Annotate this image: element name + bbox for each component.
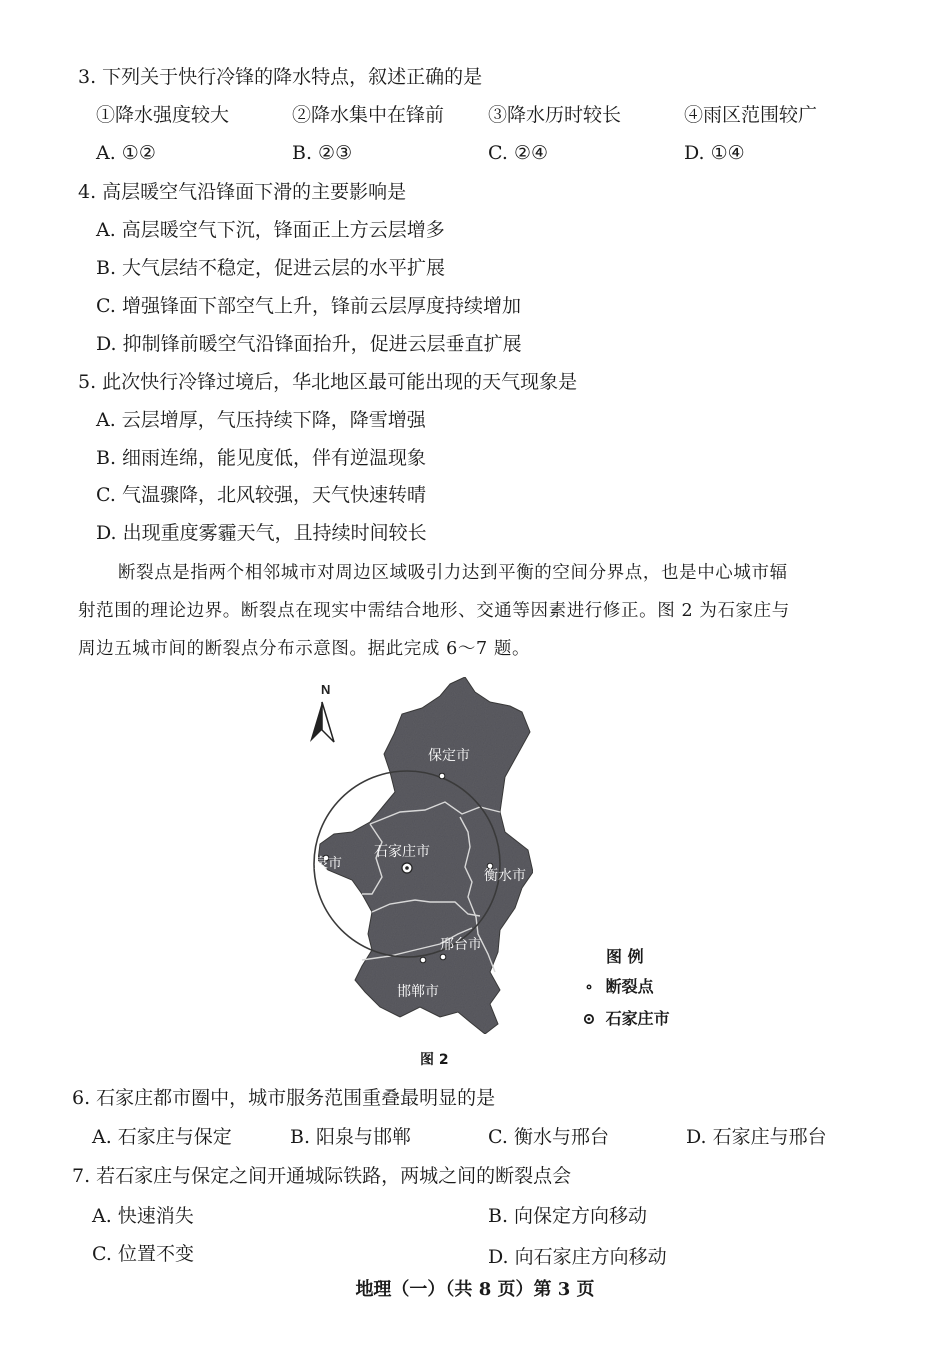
legend-title: 图 例 — [606, 947, 644, 966]
city-label-baoding: 保定市 — [428, 748, 470, 764]
q3-option-a: A. ①② — [96, 142, 156, 164]
q6-option-a: A. 石家庄与保定 — [92, 1126, 232, 1148]
city-label-handan: 邯郸市 — [397, 984, 439, 1000]
north-label: N — [321, 682, 331, 697]
q3-option-b: B. ②③ — [292, 142, 353, 164]
city-center-icon: ⊙ — [582, 1009, 596, 1028]
legend-item-breakpoint — [578, 974, 654, 997]
q3-statement-1: ①降水强度较大 — [96, 104, 230, 126]
breakpoint-xingtai — [440, 954, 446, 960]
q4-option-c: C. 增强锋面下部空气上升，锋前云层厚度持续增加 — [96, 295, 521, 317]
q5-option-d: D. 出现重度雾霾天气，且持续时间较长 — [96, 522, 427, 544]
legend-label-shijiazhuang: 石家庄市 — [605, 1009, 670, 1028]
passage-line-2: 射范围的理论边界。断裂点在现实中需结合地形、交通等因素进行修正。图 2 为石家庄与 — [78, 601, 790, 621]
q6-option-d: D. 石家庄与邢台 — [686, 1126, 827, 1148]
legend-item-shijiazhuang — [578, 1006, 670, 1029]
q3-option-d: D. ①④ — [684, 142, 745, 164]
breakpoint-baoding — [439, 773, 445, 779]
q3-option-c: C. ②④ — [488, 142, 549, 164]
city-label-shijiazhuang: 石家庄市 — [374, 844, 430, 860]
q4-option-b: B. 大气层结不稳定，促进云层的水平扩展 — [96, 257, 446, 279]
q7-option-a: A. 快速消失 — [92, 1205, 194, 1227]
figure-caption: 图 2 — [420, 1052, 449, 1068]
q3-statement-4: ④雨区范围较广 — [684, 104, 818, 126]
q4-option-a: A. 高层暖空气下沉，锋面正上方云层增多 — [96, 219, 445, 241]
q3-statement-2: ②降水集中在锋前 — [292, 104, 445, 126]
question-4-stem: 4. 高层暖空气沿锋面下滑的主要影响是 — [78, 181, 407, 203]
q3-statement-3: ③降水历时较长 — [488, 104, 622, 126]
q4-option-d: D. 抑制锋前暖空气沿锋面抬升，促进云层垂直扩展 — [96, 333, 522, 355]
page-footer: 地理（一）（共 8 页）第 3 页 — [355, 1279, 595, 1300]
question-7-stem: 7. 若石家庄与保定之间开通城际铁路，两城之间的断裂点会 — [72, 1165, 572, 1187]
passage-line-3: 周边五城市间的断裂点分布示意图。据此完成 6～7 题。 — [78, 639, 531, 659]
q7-option-c: C. 位置不变 — [92, 1243, 194, 1265]
shijiazhuang-marker-icon — [402, 863, 412, 873]
q6-option-c: C. 衡水与邢台 — [488, 1126, 609, 1148]
q6-option-b: B. 阳泉与邯郸 — [290, 1126, 412, 1148]
q7-option-b: B. 向保定方向移动 — [488, 1205, 648, 1227]
city-label-hengshui: 衡水市 — [484, 868, 526, 884]
breakpoint-handan — [420, 957, 426, 963]
q5-option-c: C. 气温骤降，北风较强，天气快速转晴 — [96, 484, 426, 506]
city-label-xingtai: 邢台市 — [440, 937, 482, 953]
q5-option-a: A. 云层增厚，气压持续下降，降雪增强 — [96, 409, 426, 431]
question-3-stem: 3. 下列关于快行冷锋的降水特点，叙述正确的是 — [78, 66, 483, 88]
breakpoint-icon: ∘ — [584, 977, 594, 996]
q7-option-d: D. 向石家庄方向移动 — [488, 1246, 667, 1268]
question-5-stem: 5. 此次快行冷锋过境后，华北地区最可能出现的天气现象是 — [78, 371, 578, 393]
passage-line-1: 断裂点是指两个相邻城市对周边区域吸引力达到平衡的空间分界点，也是中心城市辐 — [118, 563, 788, 583]
city-label-yangquan: 阳泉市 — [300, 856, 342, 872]
q5-option-b: B. 细雨连绵，能见度低，伴有逆温现象 — [96, 447, 427, 469]
legend-label-breakpoint: 断裂点 — [605, 977, 654, 996]
north-arrow-icon — [310, 702, 334, 742]
question-6-stem: 6. 石家庄都市圈中，城市服务范围重叠最明显的是 — [72, 1087, 496, 1109]
